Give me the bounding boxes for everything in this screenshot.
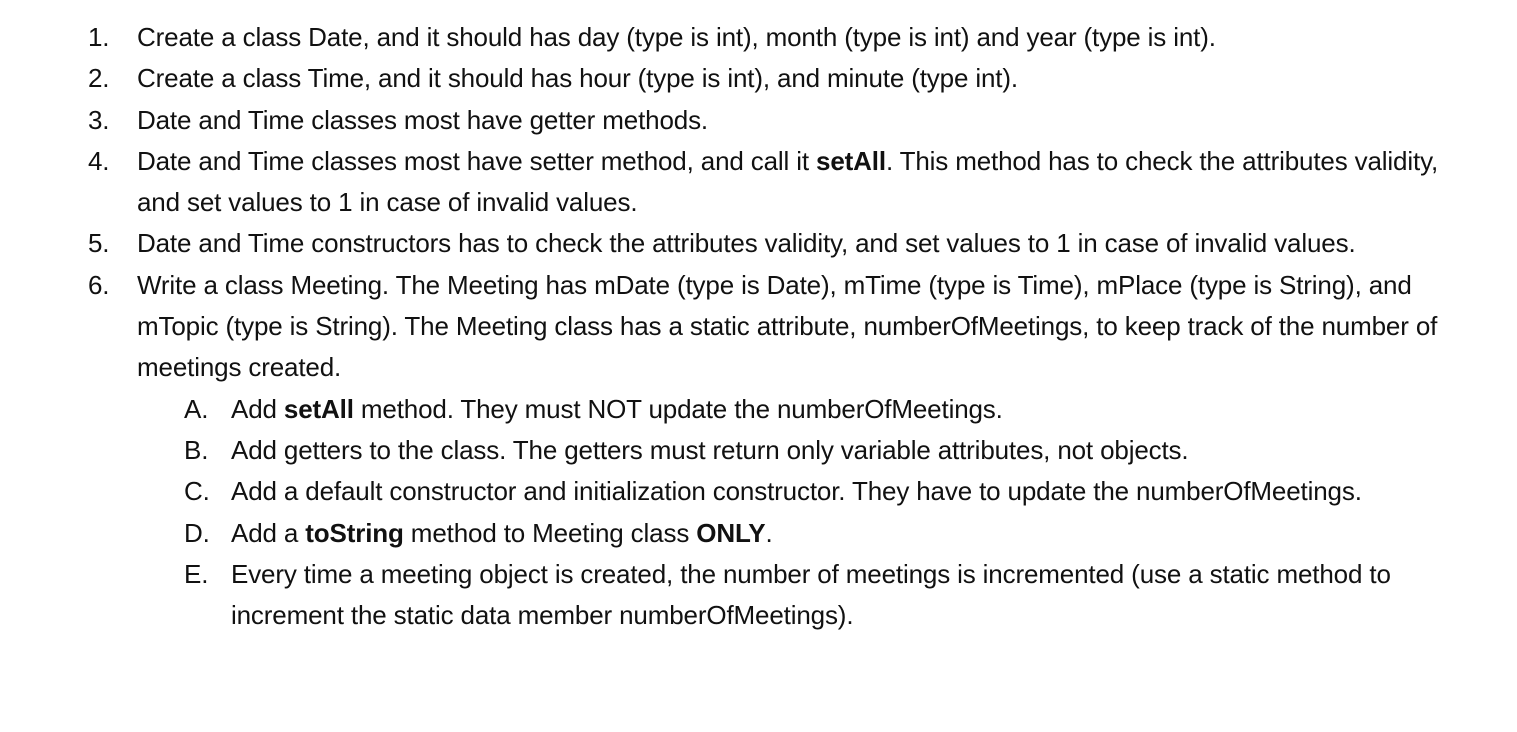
item-number: 5. — [88, 228, 110, 259]
item-text-bold: setAll — [283, 393, 354, 424]
item-text: Create a class Time, and it should has hour (type is int), and minute (type int). — [137, 63, 1018, 94]
sub-item-e — [0, 554, 1517, 637]
item-number: 4. — [88, 145, 110, 176]
item-text: Date and Time classes most have setter method, and call it — [137, 145, 817, 176]
item-text-bold: ONLY — [696, 517, 766, 548]
list-item-5 — [0, 223, 1517, 264]
item-text: Create a class Date, and it should has day (type is int), month (type is int) and year (type is int). — [137, 22, 1216, 52]
item-number: 3. — [88, 104, 110, 135]
item-text: Write a class Meeting. The Meeting has mDate (type is Date), mTime (type is Time), mPlace (type is String), and mTopic (type is String). The Meeting class has a static attribute, numberOfMeetings, to keep track of the number of meetings created. — [137, 269, 1438, 383]
item-text: method. They must NOT update the numberOfMeetings. — [353, 393, 1003, 424]
list-item-6 — [0, 265, 1517, 389]
list-item-4 — [0, 141, 1517, 224]
item-text: . — [765, 517, 773, 548]
item-number: 6. — [88, 269, 110, 300]
list-item-2 — [0, 58, 1517, 99]
item-text: Add — [231, 393, 284, 424]
sub-item-d — [0, 513, 1517, 554]
item-letter: E. — [184, 558, 209, 589]
item-text: Add a default constructor and initialization constructor. They have to update the numberOfMeetings. — [231, 476, 1362, 507]
item-letter: B. — [184, 434, 209, 465]
item-letter: A. — [184, 393, 209, 424]
item-number: 1. — [88, 22, 110, 52]
item-text: . This method has to check the attributes validity, and set values to 1 in case of invalid values. — [137, 145, 1439, 218]
document-body — [0, 17, 1517, 636]
item-text: Add a — [231, 517, 306, 548]
item-text-bold: setAll — [816, 145, 886, 176]
item-text-bold: toString — [305, 517, 404, 548]
sub-item-c — [0, 471, 1517, 512]
item-text: Add getters to the class. The getters must return only variable attributes, not objects. — [231, 434, 1189, 465]
item-number: 2. — [88, 63, 110, 94]
list-item-1 — [0, 17, 1517, 58]
sub-item-a — [0, 389, 1517, 430]
item-letter: D. — [184, 517, 210, 548]
item-text: Every time a meeting object is created, the number of meetings is incremented (use a static method to increment the static data member numberOfMeetings). — [231, 558, 1391, 631]
item-text: method to Meeting class — [403, 517, 697, 548]
item-letter: C. — [184, 476, 210, 507]
sub-item-b — [0, 430, 1517, 471]
item-text: Date and Time constructors has to check the attributes validity, and set values to 1 in case of invalid values. — [137, 228, 1356, 259]
item-text: Date and Time classes most have getter methods. — [137, 104, 709, 135]
list-item-3 — [0, 100, 1517, 141]
